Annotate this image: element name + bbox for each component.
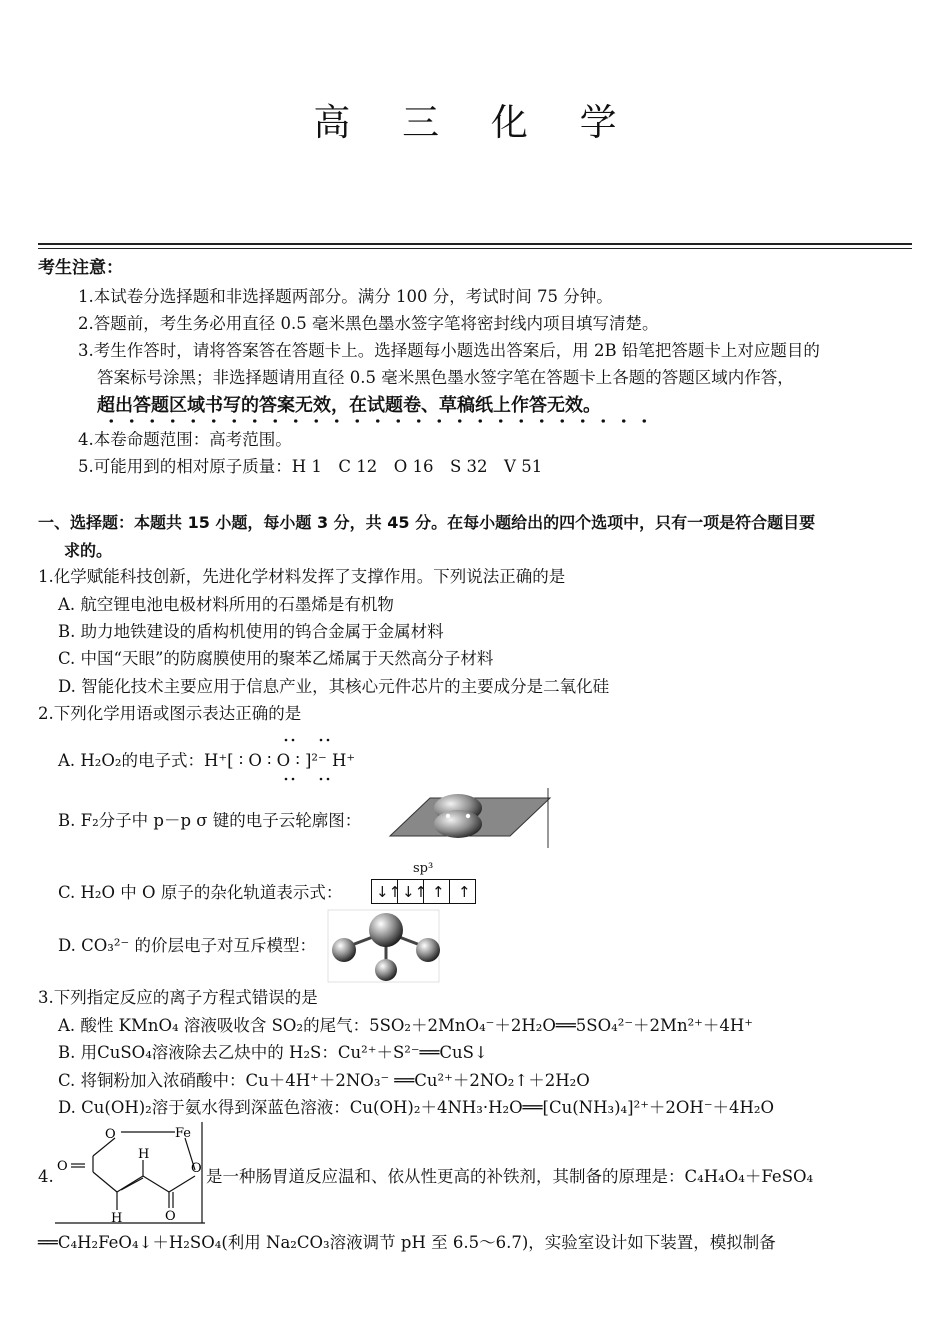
header-rule-thin bbox=[38, 248, 912, 249]
atom-o-left: O bbox=[57, 1159, 68, 1174]
q1-stem: 1.化学赋能科技创新，先进化学材料发挥了支撑作用。下列说法正确的是 bbox=[38, 567, 566, 586]
atom-o-bottom: O bbox=[165, 1209, 176, 1224]
q1-option-d: D. 智能化技术主要应用于信息产业，其核心元件芯片的主要成分是二氧化硅 bbox=[58, 677, 610, 696]
lone-pair-dots-icon bbox=[250, 736, 350, 784]
notice-item-1: 1.本试卷分选择题和非选择题两部分。满分 100 分，考试时间 75 分钟。 bbox=[78, 287, 613, 306]
notice-item-3-cont: 答案标号涂黑；非选择题请用直径 0.5 毫米黑色墨水签字笔在答题卡上各题的答题区域内作答， bbox=[97, 368, 794, 387]
section-heading-cont: 求的。 bbox=[64, 541, 113, 560]
section-heading: 一、选择题：本题共 15 小题，每小题 3 分，共 45 分。在每小题给出的四个选项中，只有一项是符合题目要 bbox=[38, 513, 816, 532]
sigma-bond-cloud-icon bbox=[390, 788, 552, 850]
q2-option-c: C. H₂O 中 O 原子的杂化轨道表示式： bbox=[58, 883, 343, 902]
header-rule bbox=[38, 243, 912, 245]
notice-item-4: 4.本卷命题范围：高考范围。 bbox=[78, 430, 292, 449]
ferrous-fumarate-structure bbox=[55, 1120, 207, 1226]
atom-fe: Fe bbox=[175, 1126, 192, 1141]
q4-text-line2: ══C₄H₂FeO₄↓＋H₂SO₄(利用 Na₂CO₃溶液调节 pH 至 6.5～6.7)，实验室设计如下装置，模拟制备 bbox=[38, 1233, 776, 1252]
atom-h-top: H bbox=[138, 1147, 150, 1162]
vsepr-model-icon bbox=[328, 910, 440, 984]
q3-stem: 3.下列指定反应的离子方程式错误的是 bbox=[38, 988, 318, 1007]
notice-item-5: 5.可能用到的相对原子质量：H 1 C 12 O 16 S 32 V 51 bbox=[78, 457, 543, 476]
atom-o-top: O bbox=[105, 1127, 116, 1142]
q1-option-c: C. 中国“天眼”的防腐膜使用的聚苯乙烯属于天然高分子材料 bbox=[58, 649, 494, 668]
svg-text:↑: ↑ bbox=[458, 883, 471, 901]
notice-item-3: 3.考生作答时，请将答案答在答题卡上。选择题每小题选出答案后，用 2B 铅笔把答题卡上对应题目的 bbox=[78, 341, 820, 360]
q2-stem: 2.下列化学用语或图示表达正确的是 bbox=[38, 704, 302, 723]
svg-text:↓↑: ↓↑ bbox=[402, 883, 428, 901]
q1-option-b: B. 助力地铁建设的盾构机使用的钨合金属于金属材料 bbox=[58, 622, 444, 641]
q1-option-a: A. 航空锂电池电极材料所用的石墨烯是有机物 bbox=[58, 595, 394, 614]
q2-option-b: B. F₂分子中 p－p σ 键的电子云轮廓图： bbox=[58, 811, 362, 830]
sp3-label: sp³ bbox=[413, 861, 434, 876]
notice-heading: 考生注意： bbox=[38, 258, 123, 278]
q2-option-d: D. CO₃²⁻ 的价层电子对互斥模型： bbox=[58, 936, 316, 955]
q3-option-b: B. 用CuSO₄溶液除去乙炔中的 H₂S：Cu²⁺＋S²⁻══CuS↓ bbox=[58, 1043, 488, 1062]
svg-text:↑: ↑ bbox=[432, 883, 445, 901]
q3-option-d: D. Cu(OH)₂溶于氨水得到深蓝色溶液：Cu(OH)₂＋4NH₃·H₂O══[Cu(NH₃)₄]²⁺＋2OH⁻＋4H₂O bbox=[58, 1098, 775, 1117]
emphasis-dots bbox=[101, 418, 661, 424]
atom-o-right: O bbox=[191, 1161, 202, 1176]
q3-option-a: A. 酸性 KMnO₄ 溶液吸收含 SO₂的尾气：5SO₂＋2MnO₄⁻＋2H₂O══5SO₄²⁻＋2Mn²⁺＋4H⁺ bbox=[58, 1016, 753, 1035]
q4-number: 4. bbox=[38, 1167, 54, 1186]
notice-item-2: 2.答题前，考生务必用直径 0.5 毫米黑色墨水签字笔将密封线内项目填写清楚。 bbox=[78, 314, 659, 333]
atom-h-bottom: H bbox=[111, 1211, 123, 1226]
orbital-boxes-icon bbox=[371, 879, 477, 905]
page-title: 高 三 化 学 bbox=[313, 101, 637, 144]
q2-option-a: A. H₂O₂的电子式：H⁺[ ∶ O ∶ O ∶ ]²⁻ H⁺ bbox=[58, 751, 356, 770]
q4-text-line1: 是一种肠胃道反应温和、依从性更高的补铁剂，其制备的原理是：C₄H₄O₄＋FeSO₄ bbox=[206, 1167, 814, 1186]
notice-item-3-emphasis: 超出答题区域书写的答案无效，在试题卷、草稿纸上作答无效。 bbox=[97, 395, 601, 416]
q3-option-c: C. 将铜粉加入浓硝酸中：Cu＋4H⁺＋2NO₃⁻ ══Cu²⁺＋2NO₂↑＋2H₂O bbox=[58, 1071, 590, 1090]
svg-text:↓↑: ↓↑ bbox=[376, 883, 402, 901]
